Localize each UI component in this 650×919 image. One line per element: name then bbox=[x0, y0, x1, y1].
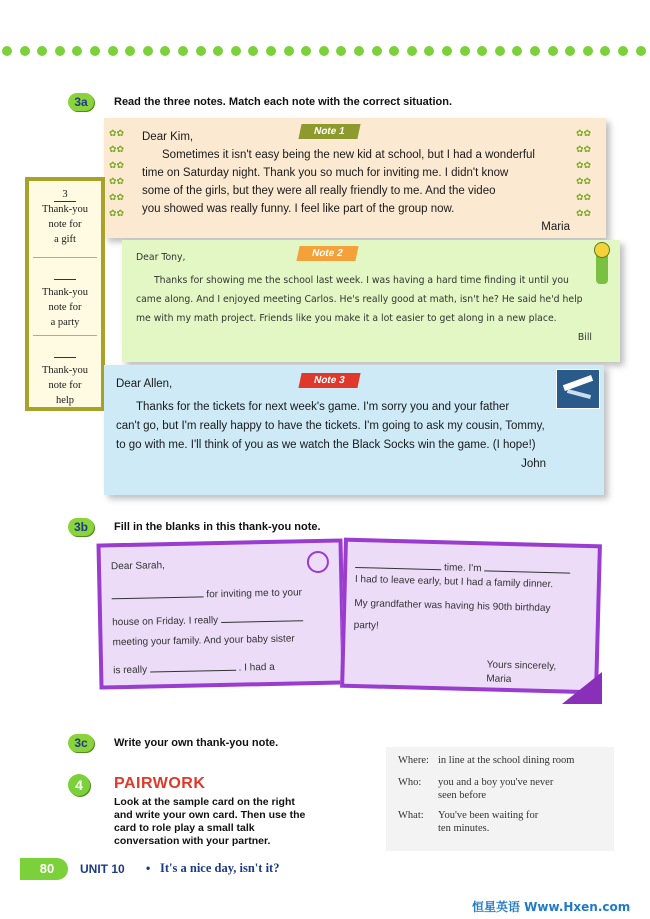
card-right-page bbox=[340, 538, 602, 695]
note-3-greeting: Dear Allen, bbox=[116, 378, 173, 390]
note-2-line: Thanks for showing me the school last week. I was having a hard time finding it until you bbox=[154, 275, 569, 286]
dot-icon bbox=[284, 46, 294, 56]
card-line: for inviting me to your bbox=[111, 583, 302, 602]
note-2-line: me with my math project. Friends like you make it a lot easier to get along in a new place. bbox=[136, 313, 557, 324]
dot-icon bbox=[442, 46, 452, 56]
section-badge-3b: 3b bbox=[68, 518, 94, 536]
card-signature: Maria bbox=[486, 673, 512, 686]
info-label: Where: bbox=[398, 755, 429, 766]
dot-icon bbox=[231, 46, 241, 56]
note-1-line: time on Saturday night. Thank you so much for inviting me. I didn't know bbox=[142, 167, 509, 179]
note-2-tag: Note 2 bbox=[296, 246, 358, 261]
info-value: ten minutes. bbox=[438, 823, 490, 834]
situation-label: Thank-you bbox=[41, 365, 89, 376]
situations-panel bbox=[25, 177, 105, 411]
dot-icon bbox=[336, 46, 346, 56]
pairwork-line: and write your own card. Then use the bbox=[114, 809, 306, 821]
section-badge-3c: 3c bbox=[68, 734, 94, 752]
situation-help bbox=[29, 343, 101, 408]
card-line: time. I'm bbox=[355, 556, 570, 577]
section-badge-4: 4 bbox=[68, 774, 90, 796]
card-line: party! bbox=[353, 619, 379, 632]
page-number: 80 bbox=[39, 861, 55, 876]
note-3-card bbox=[104, 365, 604, 495]
pairwork-line: conversation with your partner. bbox=[114, 835, 271, 847]
answer-blank[interactable] bbox=[54, 343, 76, 358]
note-3-line: can't go, but I'm really happy to have the tickets. I'm going to ask my cousin, Tommy, bbox=[116, 420, 545, 432]
divider bbox=[33, 257, 97, 258]
note-1-signature: Maria bbox=[541, 221, 570, 233]
answer-blank[interactable]: 3 bbox=[54, 187, 76, 202]
answer-blank[interactable] bbox=[54, 265, 76, 280]
section-badge-3a: 3a bbox=[68, 93, 94, 111]
card-closing: Yours sincerely, bbox=[486, 659, 557, 673]
note-1-greeting: Dear Kim, bbox=[142, 131, 194, 143]
dot-icon bbox=[37, 46, 47, 56]
note-2-line: came along. And I enjoyed meeting Carlos. He's really good at math, isn't he? He said he'd help bbox=[136, 294, 583, 305]
dot-icon bbox=[583, 46, 593, 56]
card-line: I had to leave early, but I had a family dinner. bbox=[354, 573, 554, 591]
situation-label: note for bbox=[48, 302, 82, 313]
dot-icon bbox=[512, 46, 522, 56]
dot-icon bbox=[213, 46, 223, 56]
note-1-line: Sometimes it isn't easy being the new kid at school, but I had a wonderful bbox=[162, 149, 535, 161]
dot-icon bbox=[565, 46, 575, 56]
fill-blank[interactable] bbox=[111, 585, 203, 599]
dot-icon bbox=[90, 46, 100, 56]
sample-situation-box bbox=[386, 747, 614, 851]
fill-blank[interactable] bbox=[221, 609, 303, 623]
unit-label: UNIT 10 bbox=[80, 862, 125, 876]
card-line: is really . I had a bbox=[113, 658, 275, 676]
dot-icon bbox=[196, 46, 206, 56]
dot-icon bbox=[460, 46, 470, 56]
dot-icon bbox=[143, 46, 153, 56]
dot-icon bbox=[55, 46, 65, 56]
info-label: Who: bbox=[398, 777, 422, 788]
dot-icon bbox=[248, 46, 258, 56]
situation-label: help bbox=[55, 395, 75, 406]
watermark: 恒星英语 Www.Hxen.com bbox=[472, 900, 631, 914]
dot-icon bbox=[530, 46, 540, 56]
pairwork-line: card to role play a small talk bbox=[114, 822, 255, 834]
dot-icon bbox=[108, 46, 118, 56]
dot-icon bbox=[20, 46, 30, 56]
dot-icon bbox=[548, 46, 558, 56]
info-value: You've been waiting for bbox=[438, 810, 539, 821]
dotted-divider bbox=[0, 46, 650, 58]
page-footer bbox=[20, 858, 380, 880]
fill-blank[interactable] bbox=[484, 559, 570, 573]
dot-icon bbox=[636, 46, 646, 56]
card-line: house on Friday. I really bbox=[112, 609, 303, 628]
footer-bullet: • bbox=[146, 861, 151, 875]
fill-blank[interactable] bbox=[150, 659, 236, 673]
note-3-tag: Note 3 bbox=[298, 373, 360, 388]
card-line: meeting your family. And your baby sister bbox=[112, 633, 295, 649]
note-3-signature: John bbox=[521, 458, 546, 470]
info-label: What: bbox=[398, 810, 424, 821]
situation-label: Thank-you bbox=[41, 204, 89, 215]
flower-icon bbox=[307, 551, 329, 573]
note-1-line: some of the girls, but they were all really friendly to me. And the video bbox=[142, 185, 496, 197]
divider bbox=[33, 335, 97, 336]
pairwork-title: PAIRWORK bbox=[114, 775, 206, 792]
dot-icon bbox=[600, 46, 610, 56]
situation-gift bbox=[29, 187, 101, 247]
dot-icon bbox=[354, 46, 364, 56]
info-value: in line at the school dining room bbox=[438, 755, 575, 766]
note-2-greeting: Dear Tony, bbox=[136, 252, 186, 263]
dot-icon bbox=[2, 46, 12, 56]
dot-icon bbox=[389, 46, 399, 56]
dot-icon bbox=[319, 46, 329, 56]
clover-border-icon: ✿✿ ✿✿ ✿✿ ✿✿ ✿✿ ✿✿ bbox=[576, 129, 592, 219]
note-3-line: Thanks for the tickets for next week's game. I'm sorry you and your father bbox=[136, 401, 510, 413]
note-3-line: to go with me. I'll think of you as we watch the Black Socks win the game. (I hope!) bbox=[116, 439, 536, 451]
dot-icon bbox=[72, 46, 82, 56]
dot-icon bbox=[178, 46, 188, 56]
info-value: you and a boy you've never bbox=[438, 777, 554, 788]
dot-icon bbox=[266, 46, 276, 56]
fill-blank[interactable] bbox=[355, 556, 441, 570]
card-left-page bbox=[96, 538, 345, 689]
pairwork-line: Look at the sample card on the right bbox=[114, 796, 295, 808]
instruction-3b: Fill in the blanks in this thank-you note. bbox=[114, 521, 321, 533]
situation-label: a party bbox=[50, 317, 80, 328]
dot-icon bbox=[160, 46, 170, 56]
instruction-3a: Read the three notes. Match each note with the correct situation. bbox=[114, 96, 453, 108]
dot-icon bbox=[372, 46, 382, 56]
info-value: seen before bbox=[438, 790, 487, 801]
clover-border-icon: ✿✿ ✿✿ ✿✿ ✿✿ ✿✿ ✿✿ bbox=[109, 129, 125, 219]
note-2-signature: Bill bbox=[577, 332, 592, 343]
dot-icon bbox=[495, 46, 505, 56]
dot-icon bbox=[301, 46, 311, 56]
situation-label: note for bbox=[48, 219, 82, 230]
dot-icon bbox=[477, 46, 487, 56]
situation-label: Thank-you bbox=[41, 287, 89, 298]
situation-label: a gift bbox=[54, 234, 76, 245]
situation-label: note for bbox=[48, 380, 82, 391]
dot-icon bbox=[424, 46, 434, 56]
unit-title: It's a nice day, isn't it? bbox=[160, 861, 280, 875]
note-1-line: you showed was really funny. I feel like part of the group now. bbox=[142, 203, 455, 215]
dot-icon bbox=[125, 46, 135, 56]
card-greeting: Dear Sarah, bbox=[110, 560, 166, 573]
dot-icon bbox=[618, 46, 628, 56]
instruction-3c: Write your own thank-you note. bbox=[114, 737, 279, 749]
dot-icon bbox=[407, 46, 417, 56]
note-2-card bbox=[122, 240, 620, 362]
card-line: My grandfather was having his 90th birthday bbox=[354, 597, 551, 615]
note-1-tag: Note 1 bbox=[298, 124, 360, 139]
note-1-card bbox=[104, 118, 606, 238]
situation-party bbox=[29, 265, 101, 330]
